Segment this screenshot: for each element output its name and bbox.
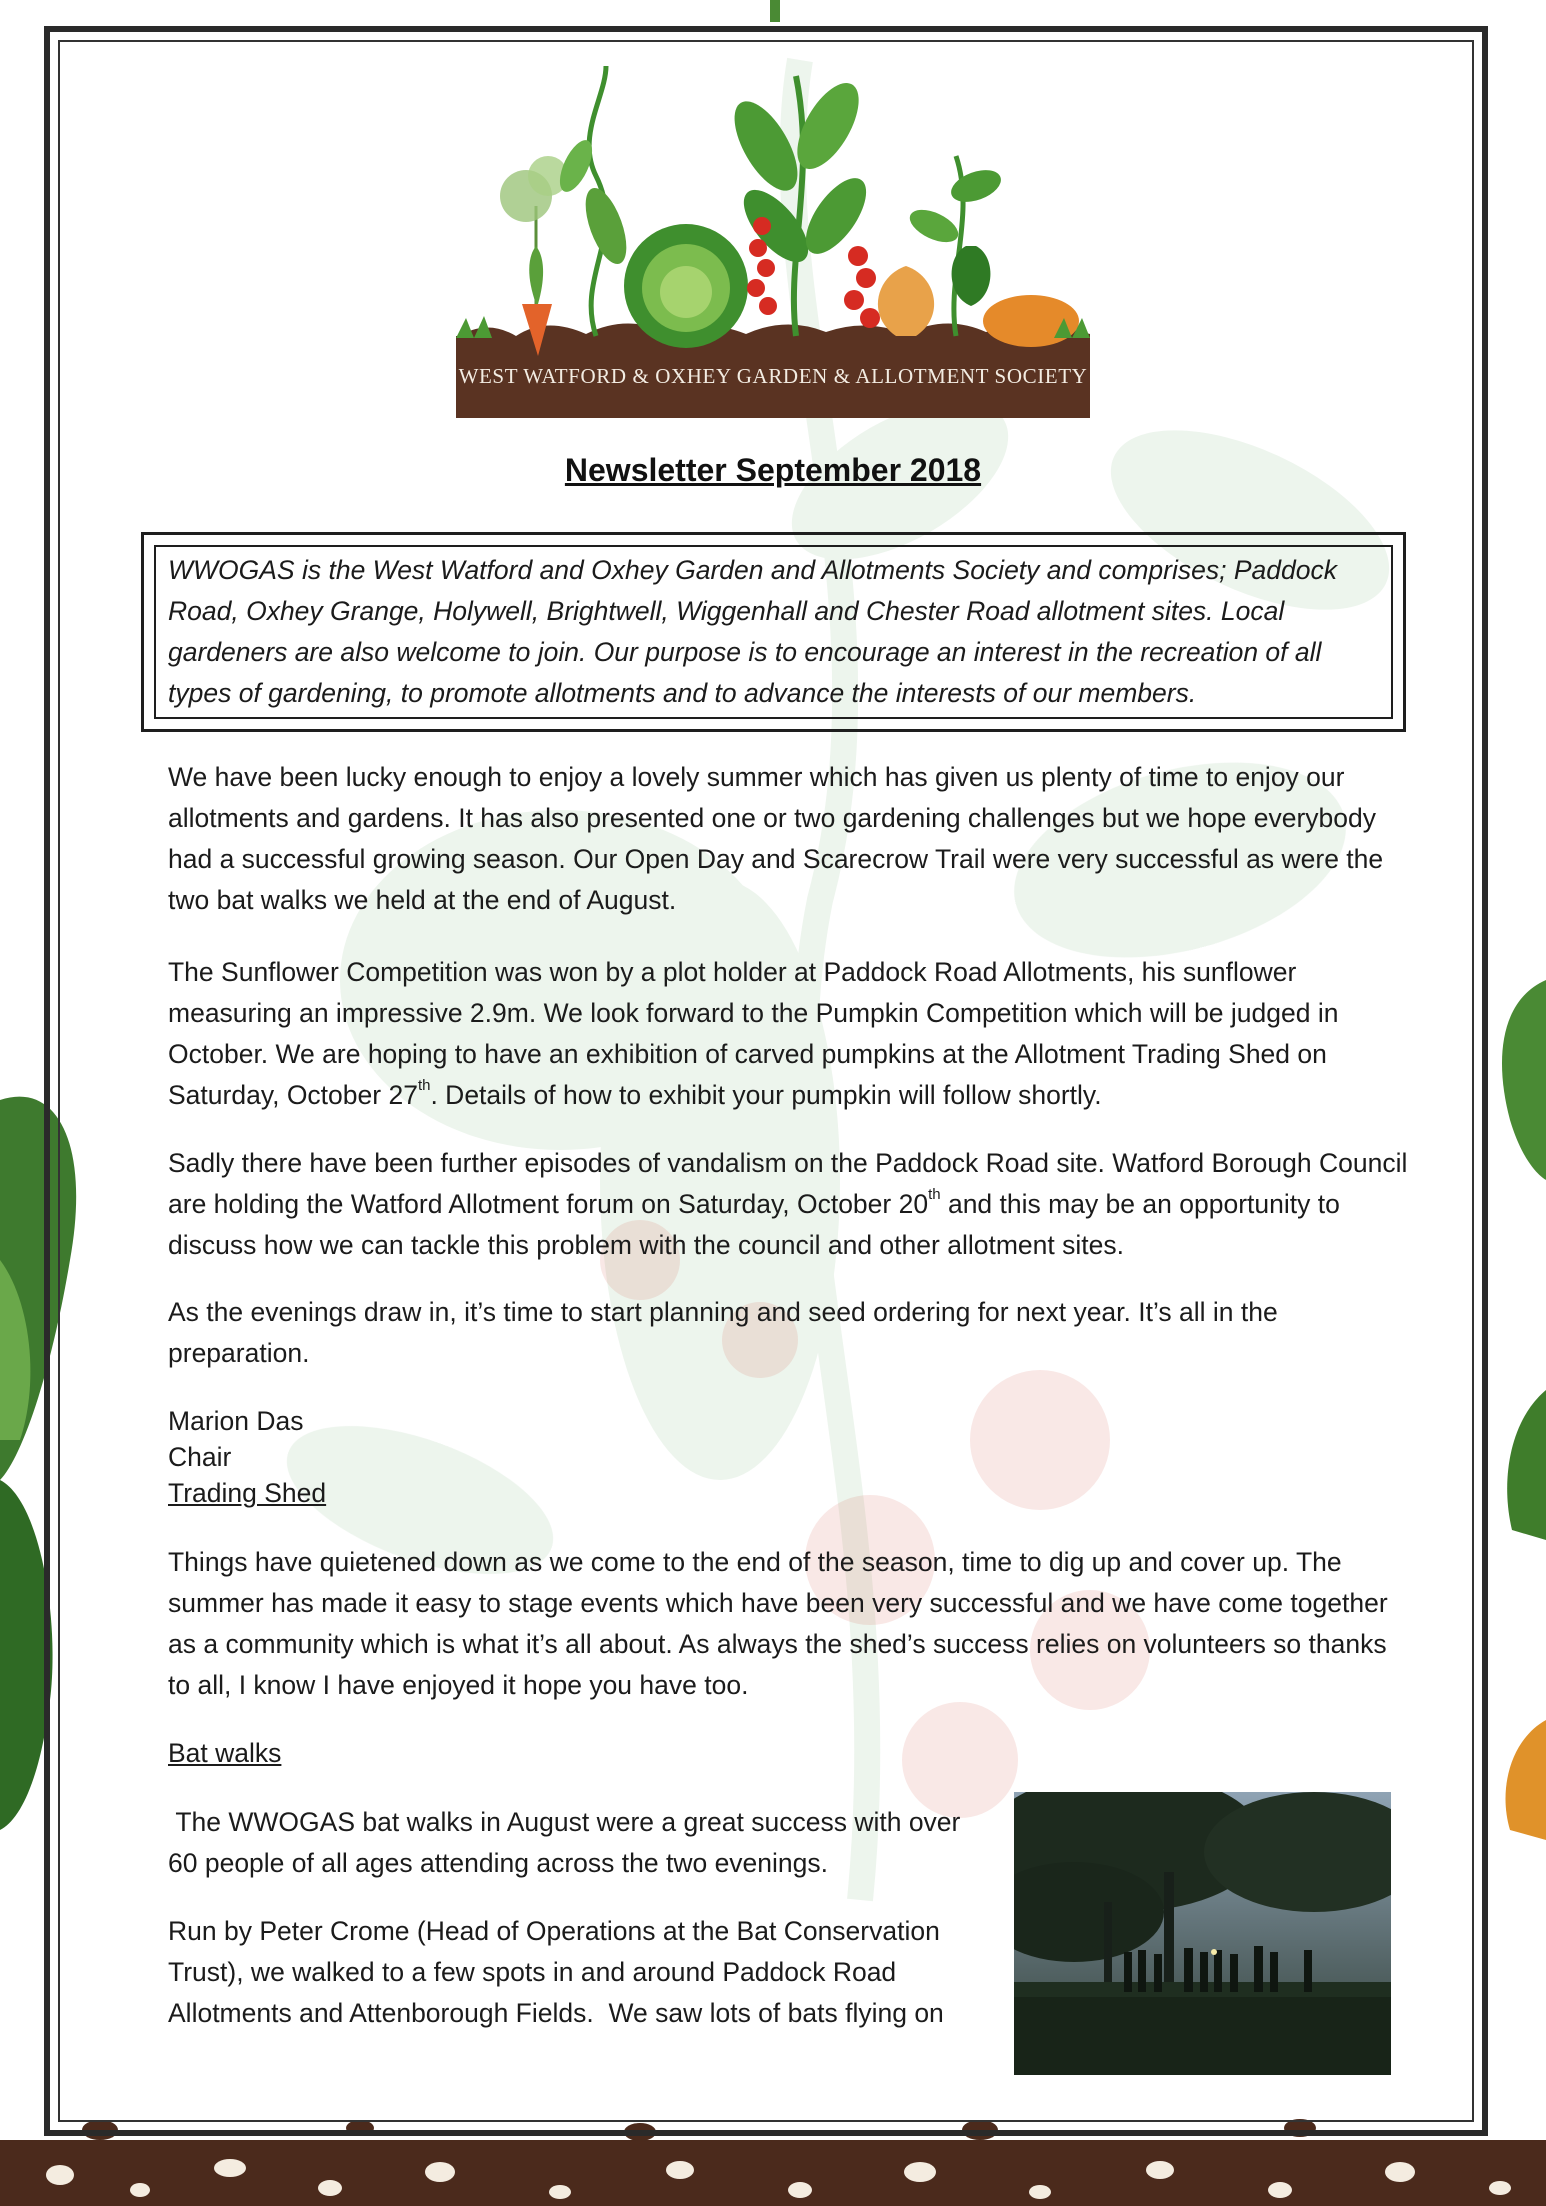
- bat-walk-photo-image: [1014, 1792, 1391, 2075]
- bat-walks-heading: Bat walks: [168, 1738, 282, 1768]
- paragraph-sunflower: [168, 952, 1408, 1116]
- paragraph-vandalism: [168, 1143, 1408, 1266]
- trading-shed-heading: Trading Shed: [168, 1478, 327, 1508]
- signature-name: Marion Das: [168, 1406, 304, 1436]
- paragraph-summer: We have been lucky enough to enjoy a lovely summer which has given us plenty of time to enjoy our allotments and gardens. It has also presented one or two gardening challenges but we hope everybody had a successful growing season. Our Open Day and Scarecrow Trail were very successful as were the two bat walks we held at the end of August.: [168, 762, 1384, 915]
- paragraph-trading-shed: Things have quietened down as we come to the end of the season, time to dig up and cover up. The summer has made it easy to stage events which have been very successful and we have come together as a community which is what it’s all about. As always the shed’s success relies on volunteers so thanks to all, I know I have enjoyed it hope you have too.: [168, 1547, 1388, 1700]
- paragraph-sunflower-text-b: . Details of how to exhibit your pumpkin will follow shortly.: [430, 1080, 1102, 1110]
- society-name-text: WEST WATFORD & OXHEY GARDEN & ALLOTMENT SOCIETY: [458, 364, 1088, 388]
- bat-walk-photo: [1014, 1792, 1391, 2075]
- newsletter-title: Newsletter September 2018: [564, 452, 982, 488]
- paragraph-vandalism-text-a: Sadly there have been further episodes of vandalism on the Paddock Road site. Watford Borough Council are holding the Watford Allotment forum on Saturday, October 20: [168, 1148, 1408, 1219]
- paragraph-bat-walks-1: The WWOGAS bat walks in August were a great success with over 60 people of all ages attending across the two evenings.: [168, 1807, 968, 1878]
- paragraph-evenings: As the evenings draw in, it’s time to start planning and seed ordering for next year. It’s all in the preparation.: [168, 1297, 1278, 1368]
- paragraph-vandalism-text-b: and this may be an opportunity to discuss how we can tackle this problem with the council and other allotment sites.: [168, 1189, 1340, 1260]
- intro-text: WWOGAS is the West Watford and Oxhey Garden and Allotments Society and comprises; Paddock Road, Oxhey Grange, Holywell, Brightwell, Wiggenhall and Chester Road allotment sites. Local gardeners are also welcome to join. Our purpose is to encourage an interest in the recreation of all types of gardening, to promote allotments and to advance the interests of our members.: [168, 555, 1337, 708]
- society-logo: [456, 56, 1090, 418]
- ordinal-suffix: th: [928, 1186, 941, 1203]
- paragraph-sunflower-text-a: The Sunflower Competition was won by a plot holder at Paddock Road Allotments, his sunflower measuring an impressive 2.9m. We look forward to the Pumpkin Competition which will be judged in October. We are hoping to have an exhibition of carved pumpkins at the Allotment Trading Shed on Saturday, October 27: [168, 957, 1339, 1110]
- paragraph-bat-walks-2: Run by Peter Crome (Head of Operations at the Bat Conservation Trust), we walked to a few spots in and around Paddock Road Allotments and Attenborough Fields. We saw lots of bats flying on: [168, 1916, 947, 2028]
- ordinal-suffix: th: [417, 1077, 431, 1094]
- signature-role: Chair: [168, 1442, 232, 1472]
